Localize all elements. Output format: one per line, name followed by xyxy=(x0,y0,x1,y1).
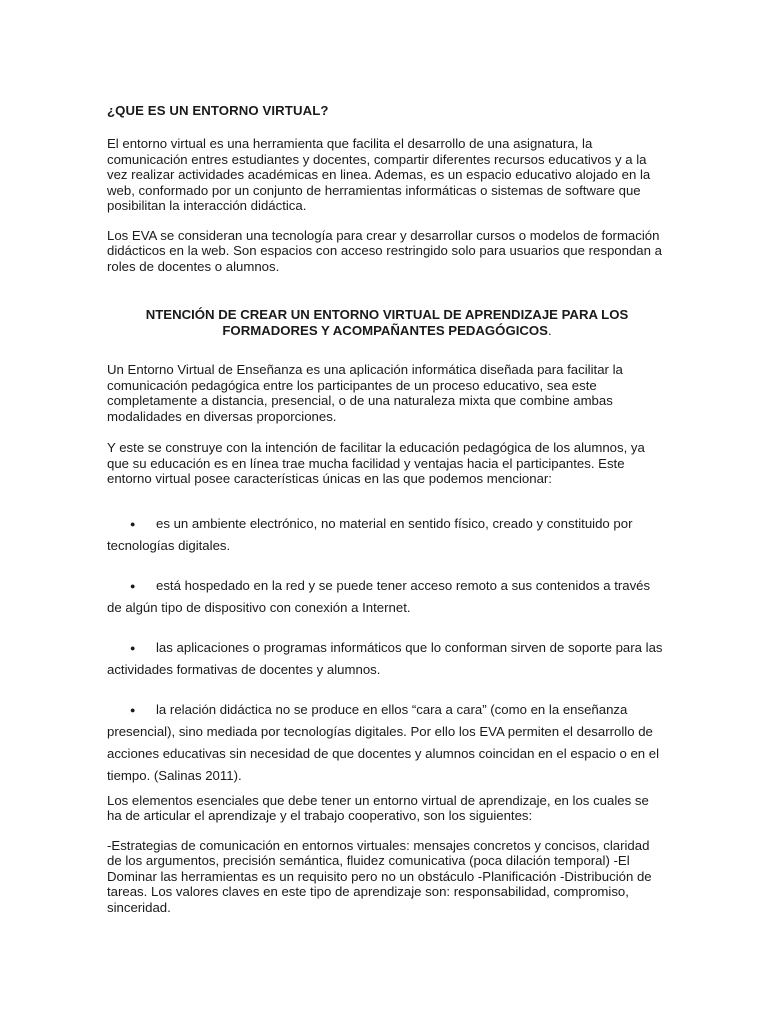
list-item-text: es un ambiente electrónico, no material en sentido físico, creado y constituido por tecnologías digitales. xyxy=(107,515,633,553)
bullet-icon: ● xyxy=(130,580,136,591)
list-item xyxy=(107,513,667,557)
section-title-period: . xyxy=(547,323,552,338)
list-item xyxy=(107,575,667,619)
body-paragraph: Y este se construye con la intención de facilitar la educación pedagógica de los alumnos, ya que su educación es en línea trae mucha facilidad y ventajas hacia el participantes. Este entorno virtual posee características únicas en las que podemos mencionar: xyxy=(107,440,645,486)
intro-paragraph: El entorno virtual es una herramienta que facilita el desarrollo de una asignatura, la comunicación entres estudiantes y docentes, compartir diferentes recursos educativos y a la vez realizar actividades académicas en linea. Ademas, es un espacio educativo alojado en la web, conformado por un conjunto de herramientas informáticas o sistemas de software que posibilitan la interacción didáctica. xyxy=(107,136,651,213)
list-item xyxy=(107,699,667,787)
page-title: ¿QUE ES UN ENTORNO VIRTUAL? xyxy=(107,103,329,118)
section-title-text: NTENCIÓN DE CREAR UN ENTORNO VIRTUAL DE APRENDIZAJE PARA LOS FORMADORES Y ACOMPAÑANTES PEDAGÓGICOS xyxy=(145,307,629,338)
list-item xyxy=(107,637,667,681)
document-page xyxy=(107,103,667,929)
intro-paragraph: Los EVA se consideran una tecnología para crear y desarrollar cursos o modelos de formación didácticos en la web. Son espacios con acceso restringido solo para usuarios que respondan a roles de docentes o alumnos. xyxy=(107,227,662,274)
body-paragraph: Un Entorno Virtual de Enseñanza es una aplicación informática diseñada para facilitar la comunicación pedagógica entre los participantes de un proceso educativo, sea este completamente a distancia, presencial, o de una naturaleza mixta que combine ambas modalidades en diversas proporciones. xyxy=(107,362,623,424)
list-item-text: las aplicaciones o programas informáticos que lo conforman sirven de soporte para las actividades formativas de docentes y alumnos. xyxy=(107,639,663,677)
feature-list xyxy=(107,513,667,787)
list-item-text: está hospedado en la red y se puede tener acceso remoto a sus contenidos a través de algún tipo de dispositivo con conexión a Internet. xyxy=(107,577,651,615)
closing-paragraph: Los elementos esenciales que debe tener un entorno virtual de aprendizaje, en los cuales se ha de articular el aprendizaje y el trabajo cooperativo, son los siguientes: xyxy=(107,792,649,823)
section-title xyxy=(107,307,667,339)
list-item-text: la relación didáctica no se produce en ellos “cara a cara” (como en la enseñanza presencial), sino mediada por tecnologías digitales. Por ello los EVA permiten el desarrollo de acciones educativas sin necesidad de que docentes y alumnos coincidan en el espacio o en el tiempo. (Salinas 2011). xyxy=(107,701,660,783)
bullet-icon: ● xyxy=(130,704,136,715)
closing-paragraph: -Estrategias de comunicación en entornos virtuales: mensajes concretos y concisos, claridad de los argumentos, precisión semántica, fluidez comunicativa (poca dilación temporal) -El Dominar las herramientas es un requisito pero no un obstáculo -Planificación -Distribución de tareas. Los valores claves en este tipo de aprendizaje son: responsabilidad, compromiso, sinceridad. xyxy=(107,837,652,915)
bullet-icon: ● xyxy=(130,642,136,653)
bullet-icon: ● xyxy=(130,518,136,529)
